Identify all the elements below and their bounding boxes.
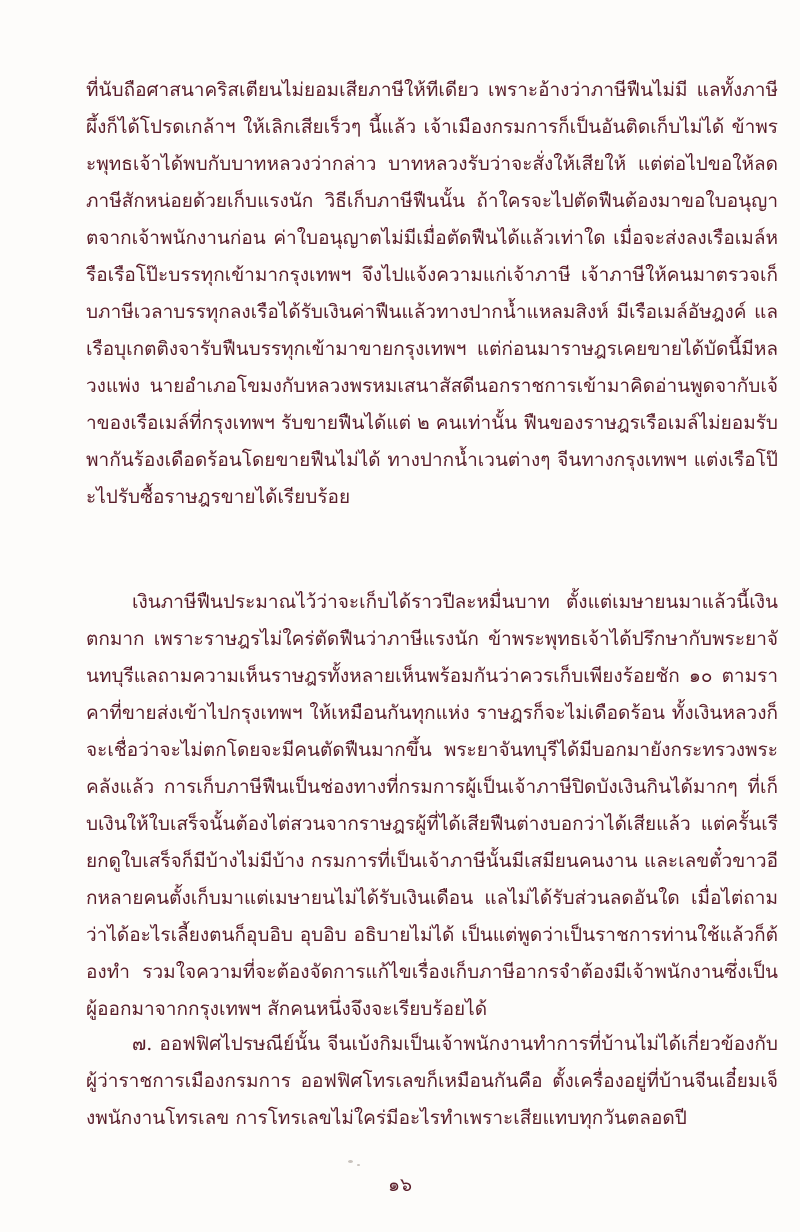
scan-speck (357, 1164, 360, 1166)
paragraph-text: ๗. ออฟฟิศไปรษณีย์นั้น จีนเบ้งกิมเป็นเจ้าพนักงานทำการที่บ้านไม่ได้เกี่ยวข้องกับผู้ว่าราชการเมืองกรมการ ออฟฟิศโทรเลขก็เหมือนกันคือ ตั้งเครื่องอยู่ที่บ้านจีนเอี๋ยมเจ็งพนักงานโทรเลข การโทรเลขไม่ใคร่มีอะไรทำเพราะเสียแทบทุกวันตลอดปี (86, 1033, 778, 1129)
paragraph-firewood-tax (86, 584, 778, 1028)
paragraph-text: เงินภาษีฟืนประมาณไว้ว่าจะเก็บได้ราวปีละหมื่นบาท ตั้งแต่เมษายนมาแล้วนี้เงินตกมาก เพราะราษฎรไม่ใคร่ตัดฟืนว่าภาษีแรงนัก ข้าพระพุทธเจ้าได้ปรึกษากับพระยาจันทบุรีแลถามความเห็นราษฎรทั้งหลายเห็นพร้อมกันว่าควรเก็บเพียงร้อยชัก ๑๐ ตามราคาที่ขายส่งเข้าไปกรุงเทพฯ ให้เหมือนกันทุกแห่ง ราษฎรก็จะไม่เดือดร้อน ทั้งเงินหลวงก็จะเชื่อว่าจะไม่ตกโดยจะมีคนตัดฟืนมากขึ้น พระยาจันทบุรีได้มีบอกมายังกระทรวงพระคลังแล้ว การเก็บภาษีฟืนเป็นช่องทางที่กรมการผู้เป็นเจ้าภาษีปิดบังเงินกินได้มากๆ ที่เก็บเงินให้ใบเสร็จนั้นต้องไต่สวนจากราษฎรผู้ที่ได้เสียฟืนต่างบอกว่าได้เสียแล้ว แต่ครั้นเรียกดูใบเสร็จก็มีบ้างไม่มีบ้าง กรมการที่เป็นเจ้าภาษีนั้นมีเสมียนคนงาน และเลขตั๋วขาวอีกหลายคนตั้งเก็บมาแต่เมษายนไม่ได้รับเงินเดือน แลไม่ได้รับส่วนลดอันใด เมื่อไต่ถามว่าได้อะไรเลี้ยงตนก็อุบอิบ อุบอิบ อธิบายไม่ได้ เป็นแต่พูดว่าเป็นราชการท่านใช้แล้วก็ต้องทำ รวมใจความที่จะต้องจัดการแก้ไขเรื่องเก็บภาษีอากรจำต้องมีเจ้าพนักงานซึ่งเป็นผู้ออกมาจากกรุงเทพฯ สักคนหนึ่งจึงจะเรียบร้อยได้ (86, 591, 778, 1020)
paragraph-section-7 (86, 1026, 778, 1137)
paragraph-continuation (86, 72, 778, 516)
scan-speck (348, 1160, 353, 1163)
paragraph-text: ที่นับถือศาสนาคริสเตียนไม่ยอมเสียภาษีให้ทีเดียว เพราะอ้างว่าภาษีฟืนไม่มี แลทั้งภาษีผึ้งก็ได้โปรดเกล้าฯ ให้เลิกเสียเร็วๆ นี้แล้ว เจ้าเมืองกรมการก็เป็นอันติดเก็บไม่ได้ ข้าพระพุทธเจ้าได้พบกับบาทหลวงว่ากล่าว บาทหลวงรับว่าจะสั่งให้เสียให้ แต่ต่อไปขอให้ลดภาษีสักหน่อยด้วยเก็บแรงนัก วิธีเก็บภาษีฟืนนั้น ถ้าใครจะไปตัดฟืนต้องมาขอใบอนุญาตจากเจ้าพนักงานก่อน ค่าใบอนุญาตไม่มีเมื่อตัดฟืนได้แล้วเท่าใด เมื่อจะส่งลงเรือเมล์หรือเรือโป๊ะบรรทุกเข้ามากรุงเทพฯ จึงไปแจ้งความแก่เจ้าภาษี เจ้าภาษีให้คนมาตรวจเก็บภาษีเวลาบรรทุกลงเรือได้รับเงินค่าฟืนแล้วทางปากน้ำแหลมสิงห์ มีเรือเมล์อัษฎงค์ แลเรือบุเกตติงจารับฟืนบรรทุกเข้ามาขายกรุงเทพฯ แต่ก่อนมาราษฎรเคยขายได้บัดนี้มีหลวงแพ่ง นายอำเภอโขมงกับหลวงพรหมเสนาสัสดีนอกราชการเข้ามาคิดอ่านพูดจากับเจ้าของเรือเมล์ที่กรุงเทพฯ รับขายฟืนได้แต่ ๒ คนเท่านั้น ฟืนของราษฎรเรือเมล์ไม่ยอมรับพากันร้องเดือดร้อนโดยขายฟืนไม่ได้ ทางปากน้ำเวนต่างๆ จีนทางกรุงเทพฯ แต่งเรือโป๊ะไปรับซื้อราษฎรขายได้เรียบร้อย (86, 79, 778, 508)
page-number: ๑๖ (387, 1174, 413, 1196)
